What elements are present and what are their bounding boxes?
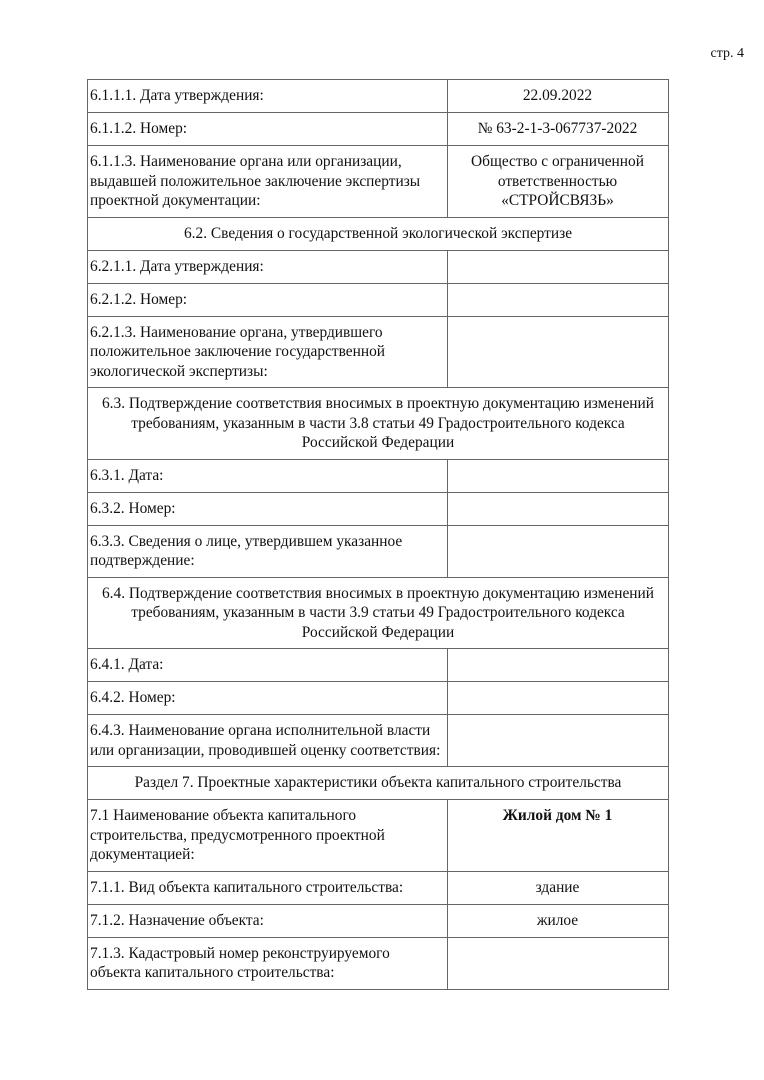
table-row [88,800,669,872]
row-label: 6.2.1.3. Наименование органа, утвердившего положительное заключение государственной экологической экспертизы: [88,316,448,388]
page-number: стр. 4 [710,46,744,61]
table-row [88,492,669,525]
table-row [88,715,669,767]
table-row [88,146,669,218]
row-label: 6.1.1.3. Наименование органа или организации, выдавшей положительное заключение экспертизы проектной документации: [88,146,448,218]
section-header-row [88,767,669,800]
row-value [448,715,669,767]
row-value [448,283,669,316]
row-value [448,250,669,283]
section-title: 6.2. Сведения о государственной экологической экспертизе [88,217,669,250]
row-value: 22.09.2022 [448,80,669,113]
row-label: 6.3.3. Сведения о лице, утвердившем указанное подтверждение: [88,525,448,577]
row-value [448,316,669,388]
table-row [88,937,669,989]
table-row [88,649,669,682]
table-row [88,80,669,113]
row-label: 6.1.1.2. Номер: [88,113,448,146]
row-label: 6.4.2. Номер: [88,682,448,715]
row-value: № 63-2-1-3-067737-2022 [448,113,669,146]
row-value: Общество с ограниченной ответственностью «СТРОЙСВЯЗЬ» [448,146,669,218]
row-label: 6.2.1.1. Дата утверждения: [88,250,448,283]
row-value [448,682,669,715]
row-value [448,525,669,577]
row-value [448,459,669,492]
row-label: 7.1.2. Назначение объекта: [88,904,448,937]
row-label: 7.1.3. Кадастровый номер реконструируемого объекта капитального строительства: [88,937,448,989]
row-label: 6.4.1. Дата: [88,649,448,682]
row-label: 7.1.1. Вид объекта капитального строительства: [88,871,448,904]
row-label: 6.3.2. Номер: [88,492,448,525]
section-header-row [88,577,669,649]
section-title: 6.3. Подтверждение соответствия вносимых в проектную документацию изменений требованиям, указанным в части 3.8 статьи 49 Градостроительного кодекса Российской Федерации [88,388,669,460]
table-row [88,113,669,146]
table-row [88,682,669,715]
table-row [88,525,669,577]
section-header-row [88,217,669,250]
table-row [88,904,669,937]
row-label: 6.2.1.2. Номер: [88,283,448,316]
table-row [88,283,669,316]
table-row [88,459,669,492]
row-value: здание [448,871,669,904]
section-title: Раздел 7. Проектные характеристики объекта капитального строительства [88,767,669,800]
row-value [448,492,669,525]
row-label: 6.3.1. Дата: [88,459,448,492]
row-label: 7.1 Наименование объекта капитального строительства, предусмотренного проектной документацией: [88,800,448,872]
row-label: 6.1.1.1. Дата утверждения: [88,80,448,113]
row-value-object-name: Жилой дом № 1 [448,800,669,872]
row-value [448,649,669,682]
row-value: жилое [448,904,669,937]
section-title: 6.4. Подтверждение соответствия вносимых в проектную документацию изменений требованиям, указанным в части 3.9 статьи 49 Градостроительного кодекса Российской Федерации [88,577,669,649]
table-row [88,250,669,283]
table-row [88,316,669,388]
section-header-row [88,388,669,460]
document-table [87,79,669,990]
row-label: 6.4.3. Наименование органа исполнительной власти или организации, проводившей оценку соответствия: [88,715,448,767]
table-row [88,871,669,904]
row-value [448,937,669,989]
